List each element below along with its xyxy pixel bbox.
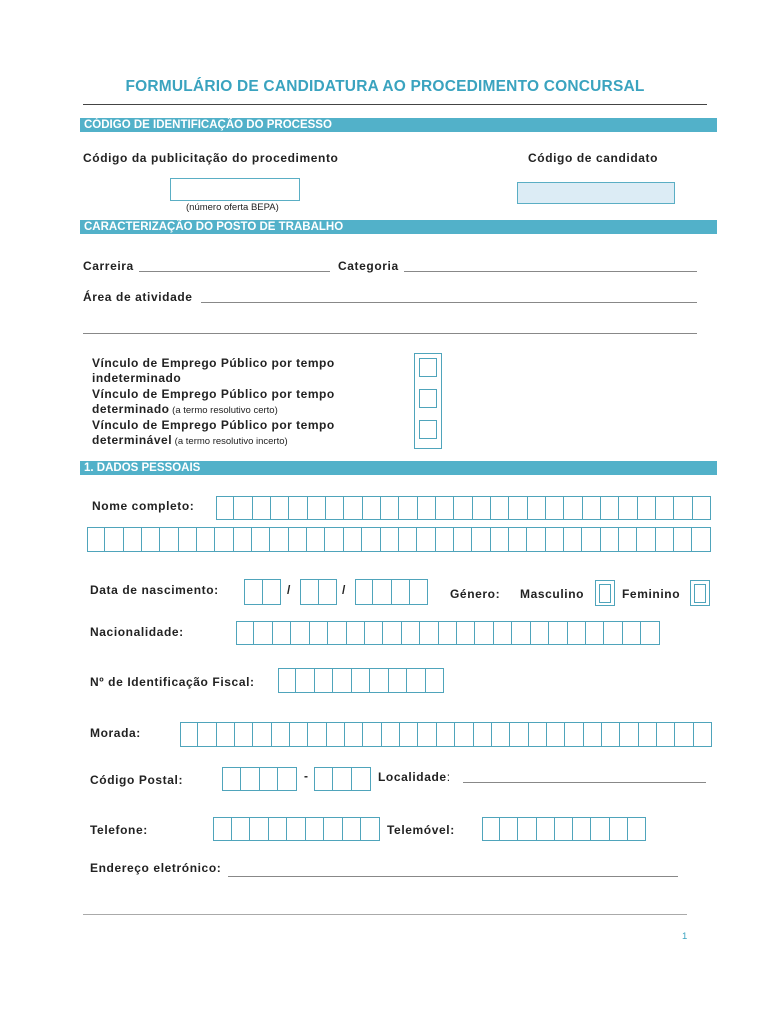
section-personal-data: 1. DADOS PESSOAIS xyxy=(80,461,717,475)
postal-code-suffix-boxes[interactable] xyxy=(314,767,371,791)
char-box[interactable] xyxy=(491,496,509,520)
char-box[interactable] xyxy=(308,496,326,520)
char-box[interactable] xyxy=(439,621,457,645)
category-field[interactable] xyxy=(404,271,697,272)
char-box[interactable] xyxy=(692,527,710,552)
full-name-boxes[interactable] xyxy=(216,496,711,520)
char-box[interactable] xyxy=(601,527,619,552)
char-box[interactable] xyxy=(565,722,583,747)
char-box[interactable] xyxy=(637,527,655,552)
char-box[interactable] xyxy=(307,527,325,552)
birth-day-boxes[interactable] xyxy=(244,579,281,605)
char-box[interactable] xyxy=(509,496,527,520)
char-box[interactable] xyxy=(361,817,380,841)
char-box[interactable] xyxy=(362,527,380,552)
address-boxes[interactable] xyxy=(180,722,712,747)
char-box[interactable] xyxy=(546,496,564,520)
full-name-boxes-line2[interactable] xyxy=(87,527,711,552)
char-box[interactable] xyxy=(235,722,253,747)
phone-boxes[interactable] xyxy=(213,817,380,841)
career-field[interactable] xyxy=(139,271,330,272)
char-box[interactable] xyxy=(573,817,591,841)
char-box[interactable] xyxy=(352,668,370,693)
char-box[interactable] xyxy=(426,668,444,693)
char-box[interactable] xyxy=(382,722,400,747)
char-box[interactable] xyxy=(352,767,371,791)
locality-field[interactable] xyxy=(463,782,706,783)
char-box[interactable] xyxy=(319,579,338,605)
char-box[interactable] xyxy=(546,527,564,552)
char-box[interactable] xyxy=(641,621,659,645)
char-box[interactable] xyxy=(549,621,567,645)
char-box[interactable] xyxy=(287,817,306,841)
char-box[interactable] xyxy=(142,527,160,552)
char-box[interactable] xyxy=(418,722,436,747)
char-box[interactable] xyxy=(656,496,674,520)
char-box[interactable] xyxy=(564,496,582,520)
char-box[interactable] xyxy=(436,496,454,520)
char-box[interactable] xyxy=(179,527,197,552)
char-box[interactable] xyxy=(555,817,573,841)
bond-indeterminate-label: Vínculo de Emprego Público por tempo indeterminado xyxy=(92,356,335,385)
char-box[interactable] xyxy=(623,621,641,645)
char-box[interactable] xyxy=(124,527,142,552)
activity-area-field-continued[interactable] xyxy=(83,333,697,334)
char-box[interactable] xyxy=(363,496,381,520)
char-box[interactable] xyxy=(250,817,269,841)
char-box[interactable] xyxy=(674,527,692,552)
female-checkbox[interactable] xyxy=(690,580,710,606)
candidate-code-label: Código de candidato xyxy=(528,151,659,165)
char-box[interactable] xyxy=(657,722,675,747)
char-box[interactable] xyxy=(510,722,528,747)
char-box[interactable] xyxy=(457,621,475,645)
char-box[interactable] xyxy=(381,527,399,552)
char-box[interactable] xyxy=(269,817,288,841)
nationality-label: Nacionalidade: xyxy=(90,625,184,639)
char-box[interactable] xyxy=(399,496,417,520)
char-box[interactable] xyxy=(601,496,619,520)
birth-date-label: Data de nascimento: xyxy=(90,583,219,597)
char-box[interactable] xyxy=(325,527,343,552)
char-box[interactable] xyxy=(454,527,472,552)
char-box[interactable] xyxy=(308,722,326,747)
char-box[interactable] xyxy=(347,621,365,645)
char-box[interactable] xyxy=(568,621,586,645)
char-box[interactable] xyxy=(273,621,291,645)
char-box[interactable] xyxy=(591,817,609,841)
char-box[interactable] xyxy=(232,817,251,841)
char-box[interactable] xyxy=(564,527,582,552)
char-box[interactable] xyxy=(310,621,328,645)
tax-id-boxes[interactable] xyxy=(278,668,444,693)
male-label: Masculino xyxy=(520,587,585,601)
char-box[interactable] xyxy=(528,496,546,520)
date-separator: / xyxy=(342,583,346,597)
char-box[interactable] xyxy=(482,817,500,841)
char-box[interactable] xyxy=(418,496,436,520)
char-box[interactable] xyxy=(160,527,178,552)
bond-determinable-checkbox[interactable] xyxy=(416,417,440,444)
char-box[interactable] xyxy=(87,527,105,552)
char-box[interactable] xyxy=(254,621,272,645)
char-box[interactable] xyxy=(474,722,492,747)
char-box[interactable] xyxy=(291,621,309,645)
char-box[interactable] xyxy=(365,621,383,645)
page-number: 1 xyxy=(682,931,688,942)
char-box[interactable] xyxy=(491,527,509,552)
char-box[interactable] xyxy=(234,527,252,552)
char-box[interactable] xyxy=(373,579,391,605)
address-label: Morada: xyxy=(90,726,141,740)
char-box[interactable] xyxy=(628,817,646,841)
char-box[interactable] xyxy=(244,579,263,605)
char-box[interactable] xyxy=(509,527,527,552)
nationality-boxes[interactable] xyxy=(236,621,660,645)
char-box[interactable] xyxy=(383,621,401,645)
male-checkbox[interactable] xyxy=(595,580,615,606)
char-box[interactable] xyxy=(363,722,381,747)
char-box[interactable] xyxy=(586,621,604,645)
female-label: Feminino xyxy=(622,587,681,601)
char-box[interactable] xyxy=(437,722,455,747)
char-box[interactable] xyxy=(402,621,420,645)
mobile-label: Telemóvel: xyxy=(387,823,455,837)
email-label: Endereço eletrónico: xyxy=(90,861,222,875)
char-box[interactable] xyxy=(694,722,712,747)
char-box[interactable] xyxy=(345,722,363,747)
char-box[interactable] xyxy=(289,496,307,520)
bond-indeterminate-checkbox[interactable] xyxy=(416,355,440,382)
char-box[interactable] xyxy=(584,722,602,747)
char-box[interactable] xyxy=(290,722,308,747)
char-box[interactable] xyxy=(180,722,198,747)
gender-label: Género: xyxy=(450,587,501,601)
birth-year-boxes[interactable] xyxy=(355,579,428,605)
char-box[interactable] xyxy=(328,621,346,645)
phone-label: Telefone: xyxy=(90,823,148,837)
publication-code-input[interactable] xyxy=(170,178,300,201)
char-box[interactable] xyxy=(455,722,473,747)
char-box[interactable] xyxy=(217,722,235,747)
char-box[interactable] xyxy=(370,668,388,693)
char-box[interactable] xyxy=(619,527,637,552)
bond-determined-label: Vínculo de Emprego Público por tempo determinado (a termo resolutivo certo) xyxy=(92,387,335,416)
section-job-characterization: CARACTERIZAÇÃO DO POSTO DE TRABALHO xyxy=(80,220,717,234)
char-box[interactable] xyxy=(675,722,693,747)
char-box[interactable] xyxy=(381,496,399,520)
category-label: Categoria xyxy=(338,259,399,273)
char-box[interactable] xyxy=(260,767,279,791)
char-box[interactable] xyxy=(475,621,493,645)
char-box[interactable] xyxy=(512,621,530,645)
char-box[interactable] xyxy=(326,496,344,520)
char-box[interactable] xyxy=(253,722,271,747)
locality-label: Localidade: xyxy=(378,770,451,784)
char-box[interactable] xyxy=(400,722,418,747)
char-box[interactable] xyxy=(410,579,428,605)
char-box[interactable] xyxy=(300,579,319,605)
char-box[interactable] xyxy=(436,527,454,552)
date-separator: / xyxy=(287,583,291,597)
publication-code-label: Código da publicitação do procedimento xyxy=(83,151,339,165)
char-box[interactable] xyxy=(537,817,555,841)
char-box[interactable] xyxy=(252,527,270,552)
char-box[interactable] xyxy=(105,527,123,552)
footer-divider xyxy=(83,914,687,915)
postal-code-boxes[interactable] xyxy=(222,767,297,791)
char-box[interactable] xyxy=(604,621,622,645)
char-box[interactable] xyxy=(215,527,233,552)
char-box[interactable] xyxy=(527,527,545,552)
full-name-label: Nome completo: xyxy=(92,499,195,513)
char-box[interactable] xyxy=(399,527,417,552)
char-box[interactable] xyxy=(355,579,373,605)
char-box[interactable] xyxy=(333,767,352,791)
char-box[interactable] xyxy=(389,668,407,693)
char-box[interactable] xyxy=(197,527,215,552)
candidate-code-input[interactable] xyxy=(517,182,675,204)
activity-area-label: Área de atividade xyxy=(83,290,193,304)
char-box[interactable] xyxy=(656,527,674,552)
char-box[interactable] xyxy=(602,722,620,747)
mobile-boxes[interactable] xyxy=(482,817,646,841)
char-box[interactable] xyxy=(492,722,510,747)
career-label: Carreira xyxy=(83,259,134,273)
char-box[interactable] xyxy=(392,579,410,605)
email-field[interactable] xyxy=(228,876,678,877)
activity-area-field[interactable] xyxy=(201,302,697,303)
char-box[interactable] xyxy=(529,722,547,747)
section-process-code: CÓDIGO DE IDENTIFICAÇÃO DO PROCESSO xyxy=(80,118,717,132)
char-box[interactable] xyxy=(620,722,638,747)
char-box[interactable] xyxy=(241,767,260,791)
char-box[interactable] xyxy=(518,817,536,841)
char-box[interactable] xyxy=(216,496,234,520)
char-box[interactable] xyxy=(343,817,362,841)
form-title: FORMULÁRIO DE CANDIDATURA AO PROCEDIMENTO CONCURSAL xyxy=(125,78,645,95)
char-box[interactable] xyxy=(289,527,307,552)
postal-code-separator: - xyxy=(304,769,309,783)
char-box[interactable] xyxy=(306,817,325,841)
char-box[interactable] xyxy=(198,722,216,747)
char-box[interactable] xyxy=(315,668,333,693)
char-box[interactable] xyxy=(272,722,290,747)
char-box[interactable] xyxy=(454,496,472,520)
char-box[interactable] xyxy=(222,767,241,791)
char-box[interactable] xyxy=(638,496,656,520)
char-box[interactable] xyxy=(693,496,711,520)
bond-checkbox-group xyxy=(414,353,442,449)
char-box[interactable] xyxy=(253,496,271,520)
char-box[interactable] xyxy=(500,817,518,841)
title-divider xyxy=(83,104,707,105)
char-box[interactable] xyxy=(236,621,254,645)
char-box[interactable] xyxy=(473,496,491,520)
char-box[interactable] xyxy=(296,668,314,693)
char-box[interactable] xyxy=(344,527,362,552)
char-box[interactable] xyxy=(324,817,343,841)
char-box[interactable] xyxy=(674,496,692,520)
char-box[interactable] xyxy=(547,722,565,747)
postal-code-label: Código Postal: xyxy=(90,773,184,787)
char-box[interactable] xyxy=(234,496,252,520)
offer-number-note: (número oferta BEPA) xyxy=(186,202,279,213)
char-box[interactable] xyxy=(610,817,628,841)
char-box[interactable] xyxy=(531,621,549,645)
char-box[interactable] xyxy=(271,496,289,520)
char-box[interactable] xyxy=(333,668,351,693)
char-box[interactable] xyxy=(407,668,425,693)
char-box[interactable] xyxy=(278,668,296,693)
char-box[interactable] xyxy=(639,722,657,747)
tax-id-label: Nº de Identificação Fiscal: xyxy=(90,675,255,689)
char-box[interactable] xyxy=(583,496,601,520)
char-box[interactable] xyxy=(213,817,232,841)
char-box[interactable] xyxy=(417,527,435,552)
char-box[interactable] xyxy=(327,722,345,747)
char-box[interactable] xyxy=(582,527,600,552)
char-box[interactable] xyxy=(270,527,288,552)
char-box[interactable] xyxy=(263,579,282,605)
char-box[interactable] xyxy=(472,527,490,552)
bond-determinable-label: Vínculo de Emprego Público por tempo determinável (a termo resolutivo incerto) xyxy=(92,418,335,447)
char-box[interactable] xyxy=(344,496,362,520)
char-box[interactable] xyxy=(420,621,438,645)
bond-determined-checkbox[interactable] xyxy=(416,386,440,413)
char-box[interactable] xyxy=(278,767,297,791)
char-box[interactable] xyxy=(619,496,637,520)
char-box[interactable] xyxy=(314,767,333,791)
char-box[interactable] xyxy=(494,621,512,645)
birth-month-boxes[interactable] xyxy=(300,579,337,605)
